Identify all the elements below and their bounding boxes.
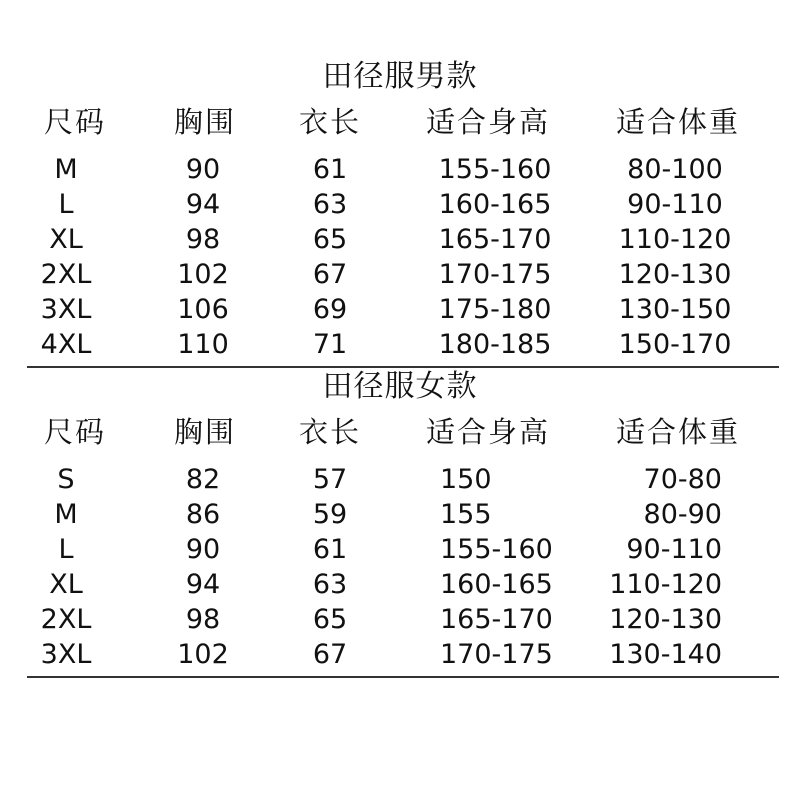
cell-size: L xyxy=(58,189,74,220)
cell-chest: 90 xyxy=(185,154,221,185)
cell-chest: 94 xyxy=(185,569,221,600)
cell-weight: 120-130 xyxy=(618,259,732,290)
column-header-height: 适合身高 xyxy=(425,105,550,139)
cell-weight: 130-140 xyxy=(609,639,722,670)
cell-chest: 94 xyxy=(185,189,221,220)
cell-chest: 106 xyxy=(177,294,229,325)
cell-length: 63 xyxy=(312,569,348,600)
cell-height: 155-160 xyxy=(440,534,553,565)
cell-chest: 82 xyxy=(185,464,221,495)
cell-size: L xyxy=(58,534,74,565)
cell-weight: 70-80 xyxy=(643,464,722,495)
cell-weight: 110-120 xyxy=(609,569,722,600)
cell-length: 59 xyxy=(312,499,348,530)
cell-chest: 90 xyxy=(185,534,221,565)
cell-weight: 120-130 xyxy=(609,604,722,635)
cell-chest: 98 xyxy=(185,604,221,635)
cell-chest: 86 xyxy=(185,499,221,530)
cell-height: 150 xyxy=(440,464,492,495)
cell-height: 155 xyxy=(440,499,492,530)
cell-height: 160-165 xyxy=(440,569,553,600)
cell-size: M xyxy=(54,499,78,530)
cell-length: 61 xyxy=(312,154,348,185)
divider-line xyxy=(27,366,779,368)
cell-height: 155-160 xyxy=(438,154,552,185)
cell-size: 2XL xyxy=(40,604,92,635)
cell-weight: 90-110 xyxy=(626,534,722,565)
cell-chest: 110 xyxy=(177,329,229,360)
column-header-length: 衣长 xyxy=(298,105,361,139)
cell-size: 3XL xyxy=(40,294,92,325)
column-header-height: 适合身高 xyxy=(425,415,550,449)
cell-height: 180-185 xyxy=(438,329,552,360)
column-header-length: 衣长 xyxy=(298,415,361,449)
cell-length: 63 xyxy=(312,189,348,220)
cell-size: 3XL xyxy=(40,639,92,670)
cell-height: 160-165 xyxy=(438,189,552,220)
column-header-weight: 适合体重 xyxy=(615,105,740,139)
column-header-size: 尺码 xyxy=(43,105,106,139)
column-header-weight: 适合体重 xyxy=(615,415,740,449)
cell-height: 165-170 xyxy=(438,224,552,255)
column-header-chest: 胸围 xyxy=(173,415,236,449)
cell-length: 65 xyxy=(312,224,348,255)
cell-length: 65 xyxy=(312,604,348,635)
cell-size: S xyxy=(57,464,75,495)
cell-length: 61 xyxy=(312,534,348,565)
cell-weight: 110-120 xyxy=(618,224,732,255)
cell-length: 67 xyxy=(312,259,348,290)
cell-weight: 130-150 xyxy=(618,294,732,325)
cell-size: XL xyxy=(49,569,83,600)
cell-length: 57 xyxy=(312,464,348,495)
cell-height: 175-180 xyxy=(438,294,552,325)
cell-length: 67 xyxy=(312,639,348,670)
column-header-size: 尺码 xyxy=(43,415,106,449)
divider-line xyxy=(27,676,779,678)
cell-chest: 102 xyxy=(177,259,229,290)
cell-length: 69 xyxy=(312,294,348,325)
cell-height: 170-175 xyxy=(438,259,552,290)
cell-chest: 98 xyxy=(185,224,221,255)
cell-length: 71 xyxy=(312,329,348,360)
cell-weight: 80-90 xyxy=(643,499,722,530)
cell-size: 2XL xyxy=(40,259,92,290)
cell-height: 165-170 xyxy=(440,604,553,635)
cell-size: XL xyxy=(49,224,83,255)
cell-size: 4XL xyxy=(40,329,92,360)
cell-size: M xyxy=(54,154,78,185)
cell-height: 170-175 xyxy=(440,639,553,670)
table-title: 田径服男款 xyxy=(322,59,478,94)
column-header-chest: 胸围 xyxy=(173,105,236,139)
table-title: 田径服女款 xyxy=(322,369,478,404)
cell-weight: 90-110 xyxy=(627,189,723,220)
cell-weight: 80-100 xyxy=(627,154,723,185)
cell-weight: 150-170 xyxy=(618,329,732,360)
cell-chest: 102 xyxy=(177,639,229,670)
